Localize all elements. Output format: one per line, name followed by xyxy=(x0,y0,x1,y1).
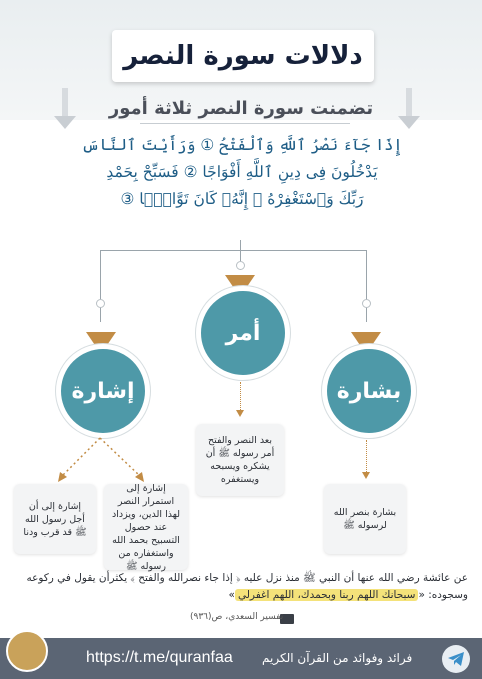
hadith-close: » xyxy=(228,589,235,601)
brand-logo xyxy=(6,630,48,672)
connector-dot-center xyxy=(236,261,245,270)
verse-line-2: يَدْخُلُونَ فِى دِينِ ٱللَّهِ أَفْوَاجًا ② فَسَبِّحْ بِحَمْدِ xyxy=(106,163,378,181)
hadith-highlight: سبحانك اللهم ربنا وبحمدك، اللهم اغفرلي xyxy=(235,589,418,601)
connector-horizontal xyxy=(100,250,366,251)
footer-channel-name: فرائد وفوائد من القرآن الكريم xyxy=(262,651,413,665)
card-left-b-text: إشارة إلى أن أجل رسول الله ﷺ قد قرب ودنا xyxy=(23,500,87,538)
verse-line-3: رَبِّكَ وَٱسْتَغْفِرْهُ ۚ إِنَّهُۥ كَانَ تَوَّابًۢا ③ xyxy=(120,190,364,208)
connector-dot-left xyxy=(96,299,105,308)
node-right-label: بشارة xyxy=(336,378,402,404)
card-right-text: بشارة بنصر الله لرسوله ﷺ xyxy=(333,507,397,531)
subtitle-underline xyxy=(140,123,350,124)
card-center xyxy=(196,424,284,496)
card-left-a-text: إشارة إلى استمرار النصر لهذا الدين، ويزداد عند حصول التسبيح بحمد الله واستغفاره من رسوله ﷺ xyxy=(112,482,180,572)
title-box xyxy=(112,30,374,82)
node-center xyxy=(196,286,290,380)
dotted-connector-right xyxy=(366,440,367,474)
card-center-text: بعد النصر والفتح أمر رسوله ﷺ أن يشكره ويسبحه ويستغفره xyxy=(205,435,275,485)
card-left-b xyxy=(14,484,96,554)
connector-right xyxy=(366,250,367,322)
quran-verse xyxy=(58,132,426,213)
subtitle: تضمنت سورة النصر ثلاثة أمور xyxy=(108,98,374,119)
dotted-connector-left-fork xyxy=(40,436,170,484)
card-right xyxy=(324,484,406,554)
dotted-connector-center xyxy=(240,382,241,412)
page-title: دلالات سورة النصر xyxy=(123,41,363,71)
node-left-label: إشارة xyxy=(71,378,135,404)
node-right xyxy=(322,344,416,438)
hadith-text: عن عائشة رضي الله عنها أن النبي ﷺ منذ نزل عليه ﴿ إذا جاء نصرالله والفتح ﴾ يكثرأن يقول في ركوعه وسجوده: « xyxy=(26,572,468,601)
hadith-note xyxy=(18,570,468,604)
source-citation: تفسير السعدي، ص(٩٣٦) xyxy=(190,612,284,622)
dotted-arrow-center-icon xyxy=(236,410,244,417)
telegram-icon[interactable] xyxy=(442,645,470,673)
connector-dot-right xyxy=(362,299,371,308)
connector-left xyxy=(100,250,101,322)
card-left-a xyxy=(104,484,188,570)
channel-link[interactable]: https://t.me/quranfaa xyxy=(86,649,233,666)
verse-line-1: إِذَا جَآءَ نَصْرُ ٱللَّهِ وَٱلْفَتْحُ ① وَرَأَيْتَ ٱلنَّاسَ xyxy=(81,136,403,154)
node-left xyxy=(56,344,150,438)
dotted-arrow-right-icon xyxy=(362,472,370,479)
node-center-label: أمر xyxy=(225,320,261,346)
